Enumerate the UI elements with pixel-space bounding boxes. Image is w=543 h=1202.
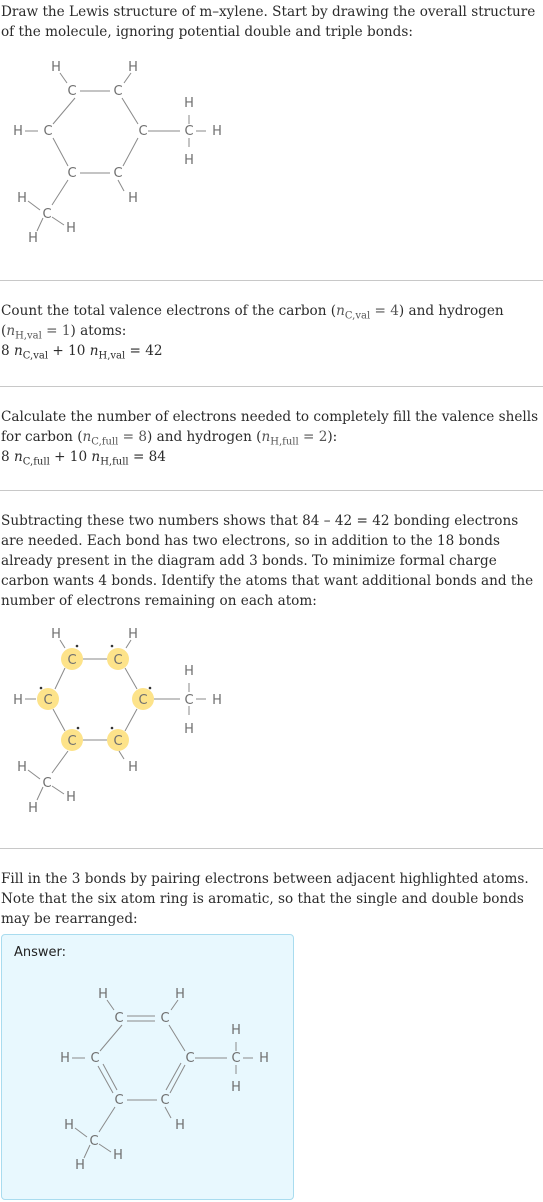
atom-h5: H [212,693,222,708]
step5-text: Fill in the 3 bonds by pairing electrons between adjacent highlighted atoms. Note that the six atom ring is aromatic, so that the single and double bonds may be rearranged: [1,871,529,927]
atom-c-methyl-right: C [184,124,194,139]
atom-h7: H [128,191,138,206]
atom-c1: C [114,1011,124,1026]
atom-h6: H [231,1080,241,1095]
atom-h6: H [184,153,194,168]
atom-h4: H [231,1023,241,1038]
atom-h8: H [17,191,27,206]
atom-c4: C [185,1051,195,1066]
atom-h10: H [28,801,38,816]
answer-label: Answer: [14,945,67,960]
atom-h3: H [60,1051,70,1066]
step1-text: Draw the Lewis structure of m–xylene. Start by drawing the overall structure of the molecule, ignoring potential double and triple bonds: [1,4,536,40]
atom-h6: H [184,722,194,737]
atom-c1: C [67,653,77,668]
divider [0,280,543,281]
atom-h3: H [13,693,23,708]
valence-equation: 8 $n_{C,val} + 10$ $n_{H,val} = 42$ [1,343,163,362]
atom-h9: H [113,1148,123,1163]
atom-c-methyl-left: C [89,1134,99,1149]
structure-diagram-2 [0,622,250,822]
h-valence-term: $n_{H,val} = 1$ [6,323,71,342]
atom-h9: H [66,790,76,805]
atom-c5: C [67,734,77,749]
atom-h5: H [212,124,222,139]
atom-h8: H [64,1118,74,1133]
atom-c6: C [113,166,123,181]
atom-h5: H [259,1051,269,1066]
step2-text: Count the total valence electrons of the carbon $(n_{C,val} = 4)$ and hydrogen $(n_{H,val} = 1)$ atoms: 8 $n_{C,val} + 10$ $n_{H,val} = 42$ [1,303,504,362]
atom-c3: C [43,693,53,708]
atom-c6: C [113,734,123,749]
atom-h2: H [128,60,138,75]
atom-h1: H [51,60,61,75]
atom-h9: H [66,221,76,236]
atom-h10: H [75,1158,85,1173]
atom-c3: C [43,124,53,139]
atom-c2: C [113,653,123,668]
atom-h7: H [175,1118,185,1133]
atom-h3: H [13,124,23,139]
structure-diagram-1 [0,55,250,255]
highlight-circles [37,648,154,751]
atom-c2: C [113,84,123,99]
lewis-structure-answer [47,982,287,1182]
h-full-term: $n_{H,full} = 2$ [261,429,328,448]
step3-text: Calculate the number of electrons needed to completely fill the valence shells for carbon $(n_{C,full} = 8)$ and hydrogen $(n_{H,full} = 2)$: 8 $n_{C,full} + 10$ $n_{H,full} = 84$ [1,409,539,468]
atom-c2: C [160,1011,170,1026]
atom-h2: H [128,627,138,642]
atom-h2: H [175,987,185,1002]
atom-c5: C [67,166,77,181]
atom-h4: H [184,664,194,679]
c-full-term: $n_{C,full} = 8$ [82,429,147,448]
atom-h1: H [98,987,108,1002]
c-valence-term: $n_{C,val} = 4$ [336,303,399,322]
atom-c-methyl-right: C [184,693,194,708]
atom-h7: H [128,760,138,775]
answer-box [1,934,294,1200]
atom-c4: C [138,124,148,139]
divider [0,848,543,849]
atom-h10: H [28,231,38,246]
divider [0,490,543,491]
atom-c5: C [114,1093,124,1108]
atom-h4: H [184,96,194,111]
atom-c4: C [138,693,148,708]
atom-h8: H [17,760,27,775]
atom-c3: C [90,1051,100,1066]
step4-text: Subtracting these two numbers shows that 84 – 42 = 42 bonding electrons are needed. Each bond has two electrons, so in addition to the 18 bonds already present in the diagram add 3 bonds. To minimize formal charge carbon wants 4 bonds. Identify the atoms that want additional bonds and the number of electrons remaining on each atom: [1,513,534,609]
atom-c6: C [160,1093,170,1108]
atom-c-methyl-left: C [42,776,52,791]
atom-c1: C [67,84,77,99]
atom-c-methyl-left: C [42,207,52,222]
full-shell-equation: 8 $n_{C,full} + 10$ $n_{H,full} = 84$ [1,449,166,468]
atom-c-methyl-right: C [231,1051,241,1066]
divider [0,386,543,387]
atom-h1: H [51,627,61,642]
